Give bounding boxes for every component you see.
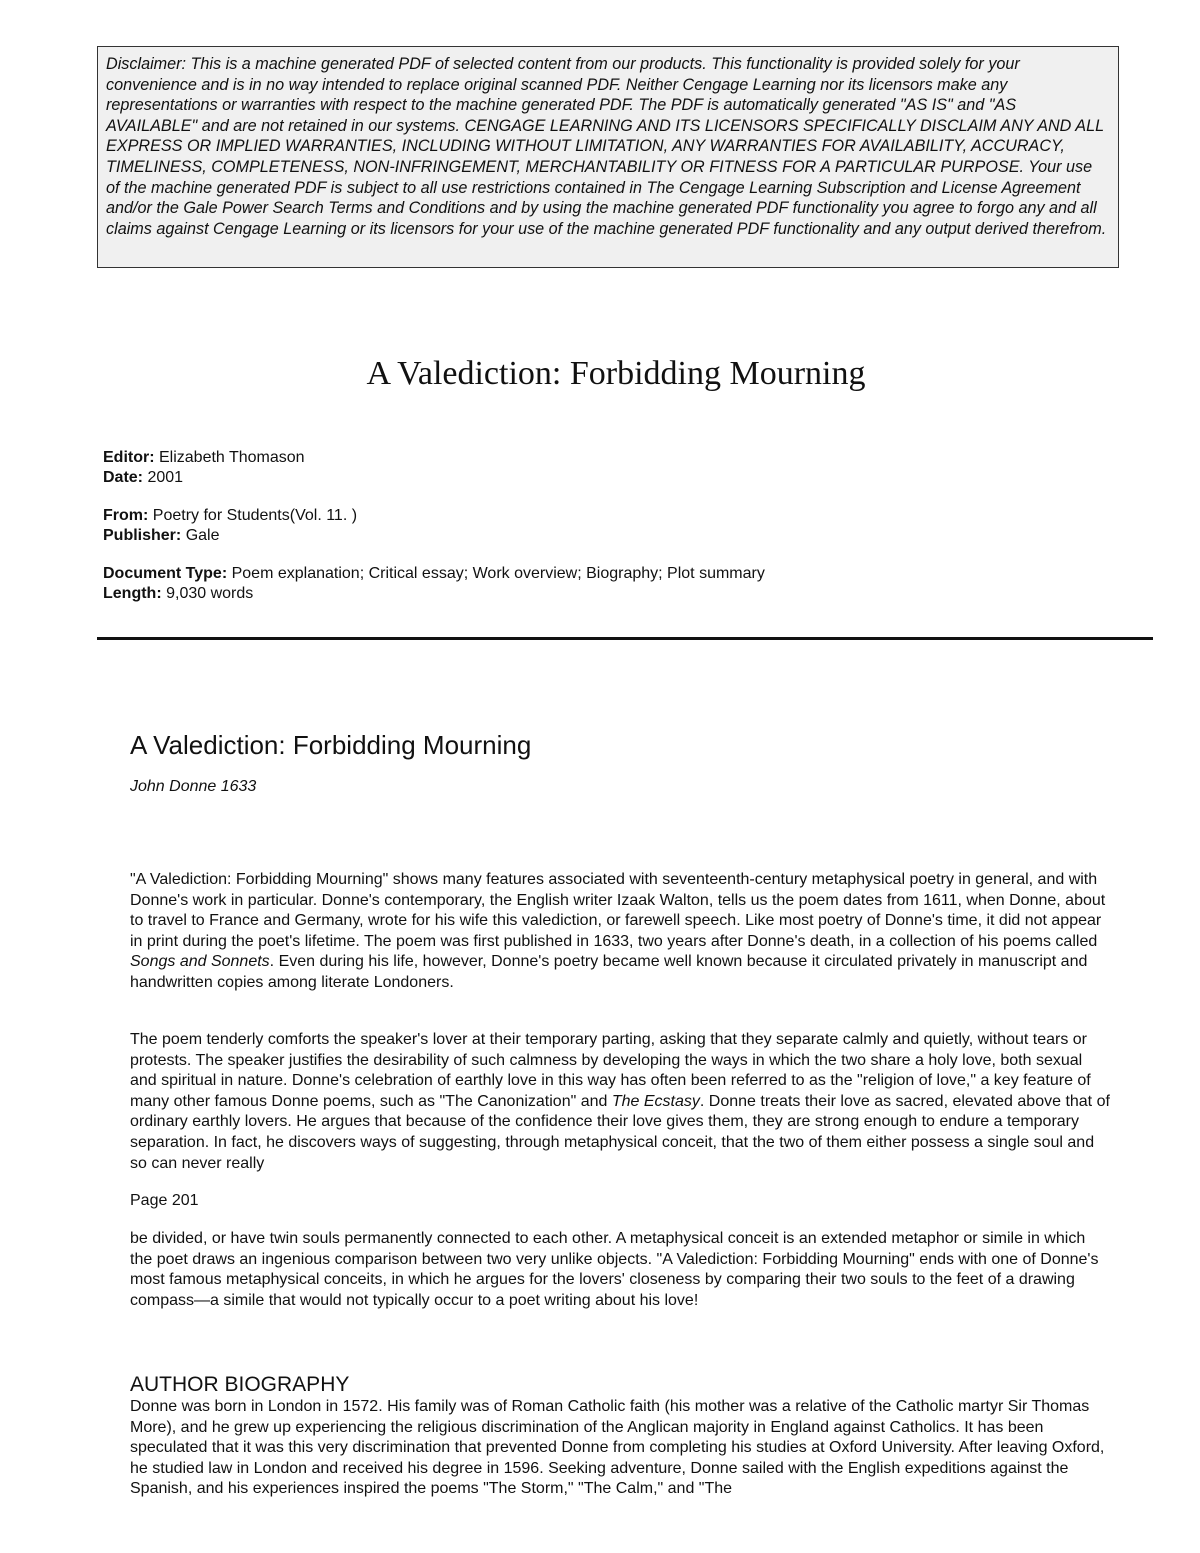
paragraph-text: . Even during his life, however, Donne's poetry became well known because it circulated privately in manuscript and handwritten copies among literate Londoners. bbox=[130, 953, 1088, 991]
editor-value: Elizabeth Thomason bbox=[159, 449, 305, 466]
paragraph-biography: Donne was born in London in 1572. His family was of Roman Catholic faith (his mother was a relative of the Catholic martyr Sir Thomas More), and he grew up experiencing the religious discrimination of the Anglican majority in England against Catholics. It has been speculated that it was this very discrimination that prevented Donne from completing his studies at Oxford University. After leaving Oxford, he studied law in London and received his degree in 1596. Seeking adventure, Donne sailed with the English expeditions against the Spanish, and his experiences inspired the poems "The Storm," "The Calm," and "The bbox=[130, 1398, 1105, 1498]
from-label: From: bbox=[103, 507, 149, 524]
from-value: Poetry for Students(Vol. 11. ) bbox=[152, 507, 358, 524]
paragraph-text: . Donne treats their love as sacred, elevated above that of ordinary earthly lovers. He argues that because of the confidence their love gives them, they are strong enough to endure a temporary separation. In fact, he discovers ways of suggesting, through metaphysical conceit, that the two of them either possess a single soul and so can never really bbox=[130, 1092, 1110, 1172]
paragraph-intro bbox=[130, 870, 1110, 994]
page-number: Page 201 bbox=[130, 1192, 199, 1209]
paragraph-text: The poem tenderly comforts the speaker's lover at their temporary parting, asking that they separate calmly and quietly, without tears or protests. The speaker justifies the desirability of such calmness by developing the ways in which the two share a holy love, both sexual and spiritual in nature. Donne's celebration of earthly love in this way has often been referred to as the "religion of love," a key feature of many other famous Donne poems, such as "The Canonization" and bbox=[130, 1031, 1091, 1110]
metadata-source bbox=[103, 506, 357, 546]
editor-label: Editor: bbox=[103, 449, 155, 466]
disclaimer-box: Disclaimer: This is a machine generated PDF of selected content from our products. This functionality is provided solely for your convenience and is in no way intended to replace original scanned PDF. Neither Cengage Learning nor its licensors make any representations or warranties with respect to the machine generated PDF. The PDF is automatically generated "AS IS" and "AS AVAILABLE" and are not retained in our systems. CENGAGE LEARNING AND ITS LICENSORS SPECIFICALLY DISCLAIM ANY AND ALL EXPRESS OR IMPLIED WARRANTIES, INCLUDING WITHOUT LIMITATION, ANY WARRANTIES FOR AVAILABILITY, ACCURACY, TIMELINESS, COMPLETENESS, NON-INFRINGEMENT, MERCHANTABILITY OR FITNESS FOR A PARTICULAR PURPOSE. Your use of the machine generated PDF is subject to all use restrictions contained in The Cengage Learning Subscription and License Agreement and/or the Gale Power Search Terms and Conditions and by using the machine generated PDF functionality you agree to forgo any and all claims against Cengage Learning or its licensors for your use of the machine generated PDF functionality and any output derived therefrom. bbox=[97, 46, 1119, 268]
publisher-value: Gale bbox=[185, 527, 220, 544]
paragraph-summary bbox=[130, 1030, 1110, 1174]
document-title: A Valediction: Forbidding Mourning bbox=[366, 355, 866, 392]
paragraph-text: "A Valediction: Forbidding Mourning" shows many features associated with seventeenth-century metaphysical poetry in general, and with Donne's work in particular. Donne's contemporary, the English writer Izaak Walton, tells us the poem dates from 1611, when Donne, about to travel to France and Germany, wrote for his wife this valediction, or farewell speech. Like most poetry of Donne's time, it did not appear in print during the poet's lifetime. The poem was first published in 1633, two years after Donne's death, in a collection of his poems called bbox=[130, 871, 1106, 950]
article-title: A Valediction: Forbidding Mourning bbox=[130, 730, 532, 760]
date-value: 2001 bbox=[147, 469, 184, 486]
italic-title: Songs and Sonnets bbox=[130, 953, 270, 971]
horizontal-divider bbox=[97, 637, 1153, 640]
length-value: 9,030 words bbox=[166, 585, 254, 602]
paragraph-conceit: be divided, or have twin souls permanently connected to each other. A metaphysical conceit is an extended metaphor or simile in which the poet draws an ingenious comparison between two very unlike objects. "A Valediction: Forbidding Mourning" ends with one of Donne's most famous metaphysical conceits, in which he argues for the lovers' closeness by comparing their two souls to the feet of a drawing compass—a simile that would not typically occur to a poet writing about his love! bbox=[130, 1230, 1099, 1309]
article-byline: John Donne 1633 bbox=[130, 778, 257, 795]
length-label: Length: bbox=[103, 585, 162, 602]
italic-title: The Ecstasy bbox=[611, 1092, 700, 1110]
section-heading-author-biography: AUTHOR BIOGRAPHY bbox=[130, 1373, 350, 1396]
doctype-value: Poem explanation; Critical essay; Work overview; Biography; Plot summary bbox=[231, 565, 765, 582]
doctype-label: Document Type: bbox=[103, 565, 228, 582]
publisher-label: Publisher: bbox=[103, 527, 182, 544]
date-label: Date: bbox=[103, 469, 144, 486]
metadata-type bbox=[103, 564, 765, 604]
metadata-editor-date bbox=[103, 448, 305, 488]
